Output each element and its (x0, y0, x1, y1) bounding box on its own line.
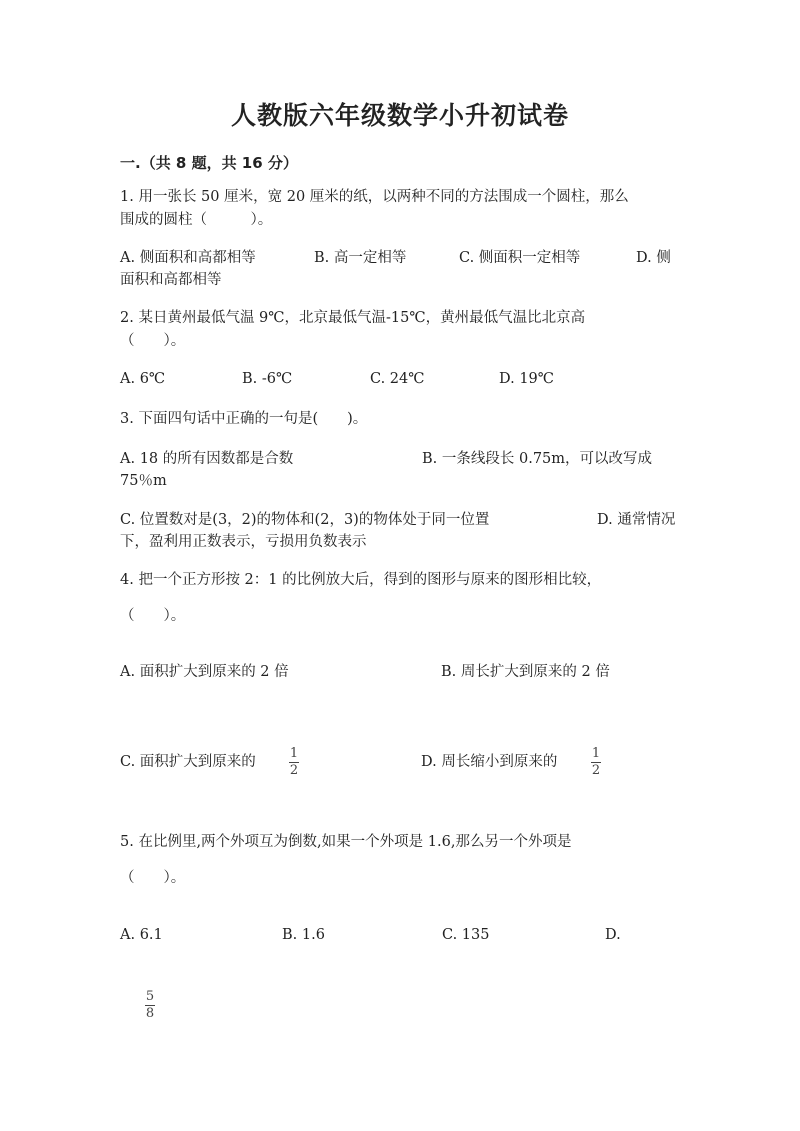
q5-option-c[interactable]: C. 135 (442, 927, 490, 943)
q5-option-b[interactable]: B. 1.6 (282, 927, 325, 943)
fraction-numerator: 5 (145, 989, 155, 1004)
q5-stem-line1: 5. 在比例里,两个外项互为倒数,如果一个外项是 1.6,那么另一个外项是 (120, 834, 572, 850)
fraction-denominator: 2 (591, 763, 601, 778)
q2-option-b[interactable]: B. -6℃ (242, 371, 293, 387)
fraction-numerator: 1 (289, 746, 299, 761)
q4-option-c-fraction (289, 747, 299, 778)
q1-option-b[interactable]: B. 高一定相等 (314, 250, 407, 266)
q2-stem-line1: 2. 某日黄州最低气温 9℃，北京最低气温-15℃，黄州最低气温比北京高 (120, 310, 586, 326)
q4-option-d-fraction (591, 747, 601, 778)
q1-stem-line2: 围成的圆柱（ ）。 (120, 212, 273, 228)
section-heading: 一.（共 8 题，共 16 分） (120, 154, 298, 172)
q3-option-b[interactable]: B. 一条线段长 0.75m，可以改写成 (422, 451, 653, 467)
q3-option-b-cont: 75％m (120, 473, 167, 489)
q1-option-a[interactable]: A. 侧面积和高都相等 (120, 250, 256, 266)
q2-stem-line2: （ ）。 (120, 333, 186, 349)
q3-option-d[interactable]: D. 通常情况 (597, 512, 676, 528)
q5-option-a[interactable]: A. 6.1 (120, 927, 163, 943)
q1-option-c[interactable]: C. 侧面积一定相等 (459, 250, 581, 266)
q3-stem: 3. 下面四句话中正确的一句是( )。 (120, 411, 368, 427)
q2-option-a[interactable]: A. 6℃ (120, 371, 166, 387)
q4-stem-line1: 4. 把一个正方形按 2：1 的比例放大后，得到的图形与原来的图形相比较， (120, 572, 602, 588)
q4-option-a[interactable]: A. 面积扩大到原来的 2 倍 (120, 664, 289, 680)
q5-option-d-fraction (145, 990, 155, 1021)
q5-stem-line2: （ ）。 (120, 870, 186, 886)
q4-option-d[interactable]: D. 周长缩小到原来的 (421, 754, 558, 770)
q2-option-d[interactable]: D. 19℃ (499, 371, 554, 387)
fraction-denominator: 2 (289, 763, 299, 778)
q1-stem-line1: 1. 用一张长 50 厘米，宽 20 厘米的纸，以两种不同的方法围成一个圆柱，那么 (120, 189, 629, 205)
fraction-denominator: 8 (145, 1006, 155, 1021)
q1-option-d-cont: 面积和高都相等 (120, 272, 222, 288)
q2-option-c[interactable]: C. 24℃ (370, 371, 425, 387)
page-title: 人教版六年级数学小升初试卷 (230, 101, 569, 130)
q4-stem-line2: （ ）。 (120, 608, 186, 624)
fraction-numerator: 1 (591, 746, 601, 761)
q3-option-c[interactable]: C. 位置数对是(3，2)的物体和(2，3)的物体处于同一位置 (120, 512, 490, 528)
q1-option-d[interactable]: D. 侧 (636, 250, 671, 266)
q4-option-b[interactable]: B. 周长扩大到原来的 2 倍 (441, 664, 610, 680)
q4-option-c[interactable]: C. 面积扩大到原来的 (120, 754, 256, 770)
q3-option-a[interactable]: A. 18 的所有因数都是合数 (120, 451, 294, 467)
q5-option-d[interactable]: D. (605, 927, 621, 943)
q3-option-d-cont: 下，盈利用正数表示，亏损用负数表示 (120, 534, 367, 550)
